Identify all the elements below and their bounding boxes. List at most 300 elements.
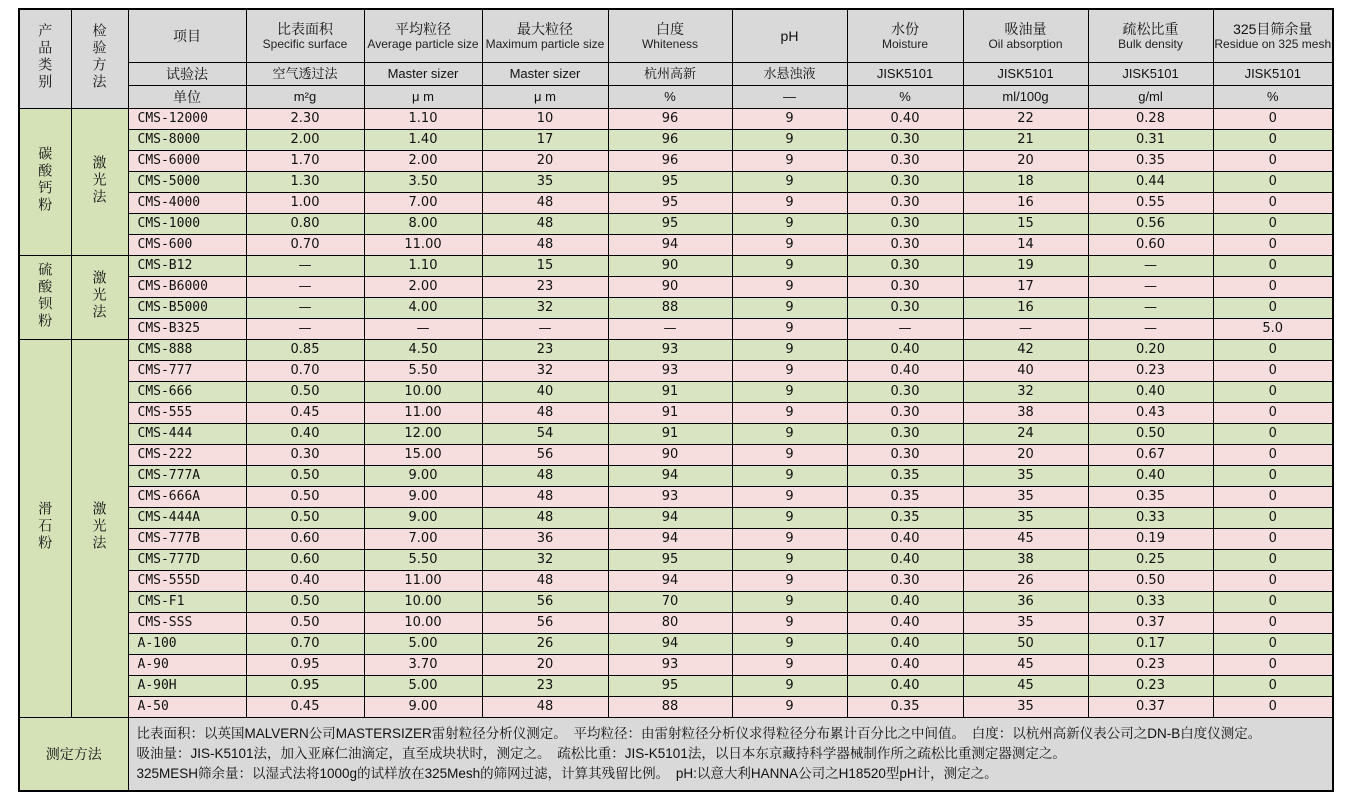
item-name-cell: CMS-555D <box>128 571 246 592</box>
value-cell: 94 <box>608 529 732 550</box>
table-header <box>19 9 1333 109</box>
unit-cell: % <box>608 86 732 109</box>
value-cell: 1.30 <box>246 172 364 193</box>
test-method-cell: Master sizer <box>482 63 608 86</box>
value-cell: 93 <box>608 340 732 361</box>
value-cell: 9 <box>732 466 847 487</box>
value-cell: 9 <box>732 550 847 571</box>
table-row <box>19 634 1333 655</box>
value-cell: 0.95 <box>246 655 364 676</box>
value-cell: 0.45 <box>246 697 364 718</box>
value-cell: 2.30 <box>246 109 364 130</box>
value-cell: 0 <box>1213 340 1333 361</box>
value-cell: 0.30 <box>847 214 963 235</box>
item-name-cell: CMS-1000 <box>128 214 246 235</box>
value-cell: 48 <box>482 571 608 592</box>
value-cell: 94 <box>608 508 732 529</box>
measure-method-label: 测定方法 <box>19 718 128 792</box>
value-cell: 0 <box>1213 508 1333 529</box>
value-cell: 0 <box>1213 172 1333 193</box>
value-cell: 9 <box>732 508 847 529</box>
value-cell: 38 <box>963 403 1088 424</box>
value-cell: 0.30 <box>847 382 963 403</box>
value-cell: 88 <box>608 697 732 718</box>
value-cell: 48 <box>482 193 608 214</box>
value-cell: 91 <box>608 382 732 403</box>
item-name-cell: CMS-777 <box>128 361 246 382</box>
value-cell: 0.50 <box>246 466 364 487</box>
value-cell: 9 <box>732 697 847 718</box>
value-cell: 35 <box>482 172 608 193</box>
value-cell: 9 <box>732 214 847 235</box>
value-cell: 0.30 <box>246 445 364 466</box>
value-cell: 7.00 <box>364 529 482 550</box>
note-line-1: 比表面积：以英国MALVERN公司MASTERSIZER雷射粒径分析仪测定。 平均粒径：由雷射粒径分析仪求得粒径分布累计百分比之中间值。 白度：以杭州高新仪表公司之DN-B白度仪测定。 <box>136 725 1262 741</box>
value-cell: 96 <box>608 130 732 151</box>
product-category-cell <box>19 109 71 256</box>
item-name-cell: CMS-777D <box>128 550 246 571</box>
col-header-0 <box>246 9 364 63</box>
value-cell: 0.30 <box>847 172 963 193</box>
item-name-cell: A-100 <box>128 634 246 655</box>
value-cell: 0 <box>1213 214 1333 235</box>
value-cell: 1.00 <box>246 193 364 214</box>
col-header-en: Moisture <box>881 36 928 51</box>
value-cell: 9.00 <box>364 508 482 529</box>
value-cell: 90 <box>608 445 732 466</box>
value-cell: — <box>364 319 482 340</box>
item-name-cell: CMS-777B <box>128 529 246 550</box>
value-cell: 9 <box>732 319 847 340</box>
value-cell: 95 <box>608 172 732 193</box>
unit-cell: % <box>1213 86 1333 109</box>
table-row <box>19 277 1333 298</box>
value-cell: 9 <box>732 277 847 298</box>
value-cell: 40 <box>482 382 608 403</box>
table-row <box>19 613 1333 634</box>
value-cell: 20 <box>963 151 1088 172</box>
value-cell: 26 <box>963 571 1088 592</box>
value-cell: — <box>246 319 364 340</box>
col-header-zh: 325目筛余量 <box>1233 20 1313 37</box>
value-cell: 0.40 <box>1088 382 1213 403</box>
col-header-8 <box>1213 9 1333 63</box>
inspection-method-header <box>71 9 128 109</box>
test-method-cell: 空气透过法 <box>246 63 364 86</box>
col-header-1 <box>364 9 482 63</box>
value-cell: 0 <box>1213 130 1333 151</box>
value-cell: 0.55 <box>1088 193 1213 214</box>
table-row <box>19 655 1333 676</box>
value-cell: 0.70 <box>246 235 364 256</box>
unit-cell: — <box>732 86 847 109</box>
value-cell: 0.30 <box>847 277 963 298</box>
col-header-6 <box>963 9 1088 63</box>
test-method-cell: JISK5101 <box>847 63 963 86</box>
item-name-cell: CMS-SSS <box>128 613 246 634</box>
item-name-cell: CMS-B5000 <box>128 298 246 319</box>
value-cell: 0.23 <box>1088 655 1213 676</box>
value-cell: 0 <box>1213 256 1333 277</box>
item-name-cell: CMS-8000 <box>128 130 246 151</box>
value-cell: 9 <box>732 235 847 256</box>
value-cell: 15.00 <box>364 445 482 466</box>
table-row <box>19 571 1333 592</box>
value-cell: 0.30 <box>847 235 963 256</box>
value-cell: 0.40 <box>847 592 963 613</box>
table-row <box>19 550 1333 571</box>
table-row <box>19 529 1333 550</box>
table-footer <box>19 718 1333 792</box>
value-cell: 9 <box>732 655 847 676</box>
table-row <box>19 508 1333 529</box>
value-cell: 91 <box>608 424 732 445</box>
value-cell: 32 <box>482 550 608 571</box>
value-cell: 2.00 <box>364 277 482 298</box>
value-cell: 32 <box>482 298 608 319</box>
value-cell: 0.44 <box>1088 172 1213 193</box>
value-cell: 0.35 <box>1088 487 1213 508</box>
value-cell: 0.37 <box>1088 697 1213 718</box>
value-cell: 0.56 <box>1088 214 1213 235</box>
value-cell: 9.00 <box>364 487 482 508</box>
value-cell: 56 <box>482 592 608 613</box>
value-cell: 9 <box>732 676 847 697</box>
value-cell: 0.40 <box>847 655 963 676</box>
table-row <box>19 592 1333 613</box>
table-row <box>19 298 1333 319</box>
value-cell: 9 <box>732 340 847 361</box>
product-category-text: 碳酸钙粉 <box>37 146 54 215</box>
value-cell: 48 <box>482 214 608 235</box>
value-cell: 42 <box>963 340 1088 361</box>
value-cell: 0.35 <box>847 508 963 529</box>
value-cell: 0.70 <box>246 634 364 655</box>
unit-cell: μ m <box>364 86 482 109</box>
value-cell: 0.60 <box>246 529 364 550</box>
value-cell: 10 <box>482 109 608 130</box>
value-cell: — <box>847 319 963 340</box>
value-cell: 40 <box>963 361 1088 382</box>
value-cell: 45 <box>963 676 1088 697</box>
product-spec-table <box>18 8 1334 792</box>
inspection-method-text: 激光法 <box>91 154 108 206</box>
value-cell: 0.95 <box>246 676 364 697</box>
value-cell: 9 <box>732 361 847 382</box>
col-header-zh: 最大粒径 <box>517 20 573 37</box>
value-cell: 0.30 <box>847 424 963 445</box>
item-name-cell: CMS-666 <box>128 382 246 403</box>
value-cell: 0.20 <box>1088 340 1213 361</box>
item-name-cell: CMS-555 <box>128 403 246 424</box>
value-cell: 1.10 <box>364 109 482 130</box>
value-cell: 11.00 <box>364 403 482 424</box>
value-cell: 15 <box>963 214 1088 235</box>
value-cell: 2.00 <box>364 151 482 172</box>
col-header-3 <box>608 9 732 63</box>
value-cell: 0.50 <box>246 592 364 613</box>
value-cell: 0.30 <box>847 298 963 319</box>
value-cell: — <box>246 256 364 277</box>
value-cell: 36 <box>482 529 608 550</box>
value-cell: 17 <box>963 277 1088 298</box>
value-cell: 38 <box>963 550 1088 571</box>
item-name-cell: CMS-B12 <box>128 256 246 277</box>
item-name-cell: CMS-5000 <box>128 172 246 193</box>
value-cell: 0 <box>1213 592 1333 613</box>
table-row <box>19 676 1333 697</box>
unit-cell: g/ml <box>1088 86 1213 109</box>
table-row <box>19 445 1333 466</box>
value-cell: 10.00 <box>364 382 482 403</box>
value-cell: 0.23 <box>1088 676 1213 697</box>
value-cell: 0.30 <box>847 571 963 592</box>
item-name-cell: CMS-777A <box>128 466 246 487</box>
value-cell: 1.40 <box>364 130 482 151</box>
value-cell: 9 <box>732 109 847 130</box>
value-cell: 0.50 <box>1088 424 1213 445</box>
value-cell: 0.28 <box>1088 109 1213 130</box>
value-cell: 94 <box>608 634 732 655</box>
value-cell: 0.40 <box>847 676 963 697</box>
table-body <box>19 109 1333 718</box>
value-cell: 24 <box>963 424 1088 445</box>
value-cell: 35 <box>963 487 1088 508</box>
test-method-cell: 杭州高新 <box>608 63 732 86</box>
value-cell: 90 <box>608 256 732 277</box>
col-header-zh: 白度 <box>656 20 684 37</box>
value-cell: 94 <box>608 466 732 487</box>
inspection-method-label: 检验方法 <box>91 23 108 92</box>
value-cell: 0 <box>1213 466 1333 487</box>
value-cell: 21 <box>963 130 1088 151</box>
value-cell: 0 <box>1213 151 1333 172</box>
value-cell: 48 <box>482 487 608 508</box>
inspection-method-text: 激光法 <box>91 270 108 322</box>
value-cell: 0 <box>1213 361 1333 382</box>
value-cell: 94 <box>608 235 732 256</box>
value-cell: 0.25 <box>1088 550 1213 571</box>
value-cell: 1.10 <box>364 256 482 277</box>
value-cell: 9 <box>732 382 847 403</box>
value-cell: 0.50 <box>246 487 364 508</box>
value-cell: 0.40 <box>847 361 963 382</box>
product-category-text: 滑石粉 <box>37 501 54 553</box>
value-cell: 0.23 <box>1088 361 1213 382</box>
col-header-en: Specific surface <box>262 36 348 51</box>
test-method-row-label: 试验法 <box>128 63 246 86</box>
value-cell: 93 <box>608 361 732 382</box>
value-cell: 0.40 <box>1088 466 1213 487</box>
item-name-cell: CMS-6000 <box>128 151 246 172</box>
value-cell: 56 <box>482 613 608 634</box>
value-cell: 9 <box>732 487 847 508</box>
value-cell: 1.70 <box>246 151 364 172</box>
value-cell: 0.35 <box>847 697 963 718</box>
table-row <box>19 424 1333 445</box>
value-cell: 3.70 <box>364 655 482 676</box>
table-row <box>19 403 1333 424</box>
value-cell: 5.00 <box>364 634 482 655</box>
value-cell: 8.00 <box>364 214 482 235</box>
footer-row <box>19 718 1333 792</box>
table-row <box>19 256 1333 277</box>
col-header-en: Bulk density <box>1118 36 1183 51</box>
value-cell: 0 <box>1213 487 1333 508</box>
value-cell: 0.37 <box>1088 613 1213 634</box>
value-cell: 0 <box>1213 613 1333 634</box>
value-cell: 0.60 <box>1088 235 1213 256</box>
value-cell: 0.40 <box>847 613 963 634</box>
value-cell: 0 <box>1213 298 1333 319</box>
value-cell: 7.00 <box>364 193 482 214</box>
value-cell: 9 <box>732 193 847 214</box>
value-cell: 9 <box>732 613 847 634</box>
value-cell: 0.35 <box>847 466 963 487</box>
table-row <box>19 382 1333 403</box>
value-cell: 0 <box>1213 676 1333 697</box>
value-cell: 12.00 <box>364 424 482 445</box>
value-cell: 20 <box>482 655 608 676</box>
value-cell: 88 <box>608 298 732 319</box>
value-cell: 0.30 <box>847 256 963 277</box>
value-cell: 56 <box>482 445 608 466</box>
item-name-cell: CMS-444 <box>128 424 246 445</box>
value-cell: 0 <box>1213 193 1333 214</box>
value-cell: 0.30 <box>847 193 963 214</box>
value-cell: 2.00 <box>246 130 364 151</box>
value-cell: 0.40 <box>847 634 963 655</box>
col-header-7 <box>1088 9 1213 63</box>
value-cell: 32 <box>482 361 608 382</box>
test-method-cell: Master sizer <box>364 63 482 86</box>
value-cell: 90 <box>608 277 732 298</box>
col-header-zh: 水份 <box>891 20 919 37</box>
table-row <box>19 466 1333 487</box>
unit-row-label: 单位 <box>128 86 246 109</box>
value-cell: 48 <box>482 697 608 718</box>
item-name-cell: CMS-4000 <box>128 193 246 214</box>
value-cell: 54 <box>482 424 608 445</box>
value-cell: 45 <box>963 529 1088 550</box>
value-cell: 0.50 <box>246 382 364 403</box>
value-cell: 22 <box>963 109 1088 130</box>
value-cell: 0 <box>1213 529 1333 550</box>
value-cell: 0 <box>1213 382 1333 403</box>
value-cell: 32 <box>963 382 1088 403</box>
value-cell: 0.70 <box>246 361 364 382</box>
value-cell: — <box>1088 277 1213 298</box>
value-cell: 95 <box>608 676 732 697</box>
product-category-text: 硫酸钡粉 <box>37 261 54 330</box>
value-cell: 0.60 <box>246 550 364 571</box>
value-cell: 0.40 <box>246 424 364 445</box>
value-cell: — <box>1088 298 1213 319</box>
value-cell: 0 <box>1213 424 1333 445</box>
value-cell: 0.17 <box>1088 634 1213 655</box>
value-cell: 9.00 <box>364 466 482 487</box>
value-cell: 0.85 <box>246 340 364 361</box>
header-row-main <box>19 9 1333 63</box>
value-cell: 48 <box>482 235 608 256</box>
item-name-cell: CMS-888 <box>128 340 246 361</box>
item-name-cell: CMS-B325 <box>128 319 246 340</box>
measure-method-notes <box>128 718 1333 792</box>
value-cell: 9 <box>732 403 847 424</box>
value-cell: — <box>246 277 364 298</box>
table-row <box>19 172 1333 193</box>
value-cell: 0.40 <box>847 550 963 571</box>
table-row <box>19 130 1333 151</box>
value-cell: 35 <box>963 466 1088 487</box>
table-row <box>19 487 1333 508</box>
value-cell: 26 <box>482 634 608 655</box>
value-cell: 0 <box>1213 403 1333 424</box>
value-cell: 0.43 <box>1088 403 1213 424</box>
value-cell: 93 <box>608 487 732 508</box>
value-cell: 5.50 <box>364 550 482 571</box>
col-header-en: Oil absorption <box>988 36 1063 51</box>
value-cell: 23 <box>482 340 608 361</box>
header-row-test <box>19 63 1333 86</box>
item-name-cell: CMS-222 <box>128 445 246 466</box>
value-cell: 10.00 <box>364 592 482 613</box>
col-header-2 <box>482 9 608 63</box>
value-cell: 15 <box>482 256 608 277</box>
value-cell: 0 <box>1213 550 1333 571</box>
col-header-5 <box>847 9 963 63</box>
table-row <box>19 340 1333 361</box>
value-cell: 9 <box>732 634 847 655</box>
value-cell: 0.30 <box>847 403 963 424</box>
col-header-zh: 疏松比重 <box>1122 20 1179 37</box>
value-cell: 11.00 <box>364 571 482 592</box>
col-header-en: Maximum particle size <box>485 36 605 51</box>
product-category-cell <box>19 340 71 718</box>
item-header: 项目 <box>128 9 246 63</box>
test-method-cell: JISK5101 <box>1213 63 1333 86</box>
value-cell: 70 <box>608 592 732 613</box>
value-cell: 0.31 <box>1088 130 1213 151</box>
value-cell: 0 <box>1213 109 1333 130</box>
table-row <box>19 214 1333 235</box>
value-cell: 9 <box>732 529 847 550</box>
value-cell: 5.50 <box>364 361 482 382</box>
value-cell: 20 <box>963 445 1088 466</box>
value-cell: 0 <box>1213 571 1333 592</box>
unit-cell: μ m <box>482 86 608 109</box>
value-cell: 19 <box>963 256 1088 277</box>
value-cell: — <box>1088 256 1213 277</box>
product-category-header <box>19 9 71 109</box>
value-cell: 9 <box>732 172 847 193</box>
value-cell: 11.00 <box>364 235 482 256</box>
item-name-cell: CMS-444A <box>128 508 246 529</box>
value-cell: — <box>482 319 608 340</box>
item-name-cell: CMS-666A <box>128 487 246 508</box>
item-name-cell: A-90 <box>128 655 246 676</box>
table-row <box>19 319 1333 340</box>
value-cell: 0.40 <box>847 529 963 550</box>
value-cell: 0.33 <box>1088 592 1213 613</box>
col-header-4 <box>732 9 847 63</box>
value-cell: 9 <box>732 151 847 172</box>
unit-cell: ml/100g <box>963 86 1088 109</box>
value-cell: 20 <box>482 151 608 172</box>
value-cell: 35 <box>963 697 1088 718</box>
table-row <box>19 697 1333 718</box>
note-line-3: 325MESH筛余量：以湿式法将1000g的试样放在325Mesh的筛网过滤，计算其残留比例。 pH:以意大利HANNA公司之H18520型pH计，测定之。 <box>136 766 998 782</box>
